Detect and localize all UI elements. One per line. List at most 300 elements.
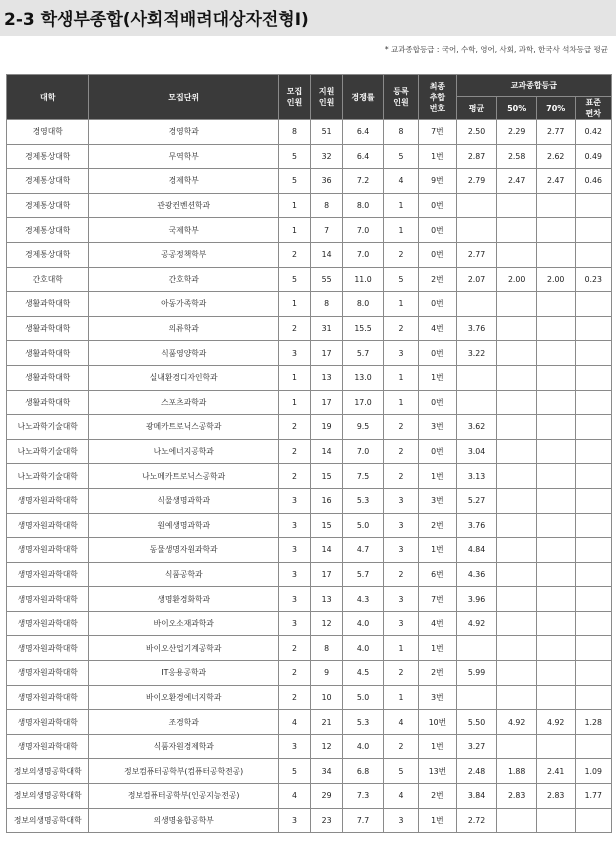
- cell-avg: 3.62: [456, 415, 497, 440]
- cell-registered: 3: [383, 587, 418, 612]
- cell-std: [575, 685, 612, 710]
- cell-p70: [536, 341, 575, 366]
- cell-department: 원예생명과학과: [89, 513, 279, 538]
- cell-registered: 3: [383, 808, 418, 833]
- cell-competition: 4.5: [343, 661, 384, 686]
- cell-avg: 2.72: [456, 808, 497, 833]
- table-row: [7, 316, 612, 341]
- cell-university: 생명자원과학대학: [7, 685, 89, 710]
- cell-avg: 3.96: [456, 587, 497, 612]
- cell-department: 의생명융합공학부: [89, 808, 279, 833]
- cell-competition: 13.0: [343, 365, 384, 390]
- cell-p50: [497, 193, 537, 218]
- cell-std: [575, 193, 612, 218]
- header-department: 모집단위: [89, 75, 279, 120]
- cell-registered: 1: [383, 365, 418, 390]
- cell-university: 생명자원과학대학: [7, 611, 89, 636]
- cell-avg: 3.13: [456, 464, 497, 489]
- cell-std: [575, 661, 612, 686]
- cell-p50: 2.47: [497, 169, 537, 194]
- cell-avg: 2.07: [456, 267, 497, 292]
- table-row: [7, 193, 612, 218]
- cell-std: [575, 242, 612, 267]
- cell-department: 바이오소재과학과: [89, 611, 279, 636]
- cell-p50: [497, 316, 537, 341]
- cell-std: 0.42: [575, 120, 612, 145]
- cell-std: [575, 513, 612, 538]
- cell-std: 0.23: [575, 267, 612, 292]
- cell-competition: 5.3: [343, 710, 384, 735]
- cell-quota: 1: [278, 218, 310, 243]
- cell-avg: 3.27: [456, 734, 497, 759]
- cell-registered: 8: [383, 120, 418, 145]
- table-row: [7, 759, 612, 784]
- cell-final-round: 0번: [419, 242, 456, 267]
- cell-avg: 5.99: [456, 661, 497, 686]
- cell-final-round: 10번: [419, 710, 456, 735]
- cell-p70: 2.62: [536, 144, 575, 169]
- cell-final-round: 3번: [419, 488, 456, 513]
- cell-final-round: 1번: [419, 538, 456, 563]
- cell-p50: [497, 734, 537, 759]
- cell-final-round: 13번: [419, 759, 456, 784]
- cell-avg: 2.48: [456, 759, 497, 784]
- cell-registered: 1: [383, 292, 418, 317]
- cell-competition: 15.5: [343, 316, 384, 341]
- cell-p70: [536, 808, 575, 833]
- cell-competition: 5.7: [343, 341, 384, 366]
- cell-final-round: 4번: [419, 611, 456, 636]
- cell-university: 경제통상대학: [7, 193, 89, 218]
- cell-p70: [536, 661, 575, 686]
- cell-department: 식물생명과학과: [89, 488, 279, 513]
- cell-competition: 4.7: [343, 538, 384, 563]
- cell-university: 간호대학: [7, 267, 89, 292]
- cell-final-round: 2번: [419, 513, 456, 538]
- cell-std: [575, 365, 612, 390]
- cell-quota: 3: [278, 538, 310, 563]
- cell-competition: 6.8: [343, 759, 384, 784]
- cell-quota: 3: [278, 341, 310, 366]
- cell-avg: 5.50: [456, 710, 497, 735]
- cell-applicants: 55: [311, 267, 343, 292]
- cell-quota: 2: [278, 464, 310, 489]
- cell-registered: 2: [383, 316, 418, 341]
- cell-p70: [536, 193, 575, 218]
- cell-registered: 1: [383, 390, 418, 415]
- cell-p70: [536, 464, 575, 489]
- cell-final-round: 6번: [419, 562, 456, 587]
- cell-university: 경제통상대학: [7, 169, 89, 194]
- cell-university: 생명자원과학대학: [7, 562, 89, 587]
- cell-std: [575, 808, 612, 833]
- cell-competition: 8.0: [343, 292, 384, 317]
- cell-competition: 8.0: [343, 193, 384, 218]
- cell-quota: 3: [278, 808, 310, 833]
- table-row: [7, 513, 612, 538]
- cell-quota: 2: [278, 316, 310, 341]
- cell-p70: [536, 242, 575, 267]
- cell-applicants: 15: [311, 513, 343, 538]
- cell-std: [575, 292, 612, 317]
- cell-department: 식품영양학과: [89, 341, 279, 366]
- cell-avg: 4.36: [456, 562, 497, 587]
- cell-registered: 3: [383, 538, 418, 563]
- cell-department: 바이오환경에너지학과: [89, 685, 279, 710]
- cell-university: 경제통상대학: [7, 218, 89, 243]
- cell-university: 정보의생명공학대학: [7, 784, 89, 809]
- table-row: [7, 488, 612, 513]
- cell-quota: 1: [278, 193, 310, 218]
- header-university: 대학: [7, 75, 89, 120]
- cell-registered: 2: [383, 562, 418, 587]
- table-row: [7, 464, 612, 489]
- cell-std: [575, 538, 612, 563]
- cell-p50: [497, 611, 537, 636]
- cell-registered: 1: [383, 218, 418, 243]
- cell-p70: 4.92: [536, 710, 575, 735]
- cell-final-round: 3번: [419, 415, 456, 440]
- cell-competition: 4.0: [343, 734, 384, 759]
- table-row: [7, 218, 612, 243]
- cell-std: [575, 587, 612, 612]
- cell-avg: 2.79: [456, 169, 497, 194]
- cell-avg: 2.50: [456, 120, 497, 145]
- table-row: [7, 144, 612, 169]
- cell-p70: 2.77: [536, 120, 575, 145]
- cell-applicants: 13: [311, 365, 343, 390]
- cell-registered: 1: [383, 636, 418, 661]
- cell-university: 나노과학기술대학: [7, 439, 89, 464]
- cell-quota: 3: [278, 611, 310, 636]
- table-row: [7, 562, 612, 587]
- table-row: [7, 784, 612, 809]
- cell-quota: 3: [278, 488, 310, 513]
- cell-registered: 2: [383, 242, 418, 267]
- cell-avg: [456, 365, 497, 390]
- cell-quota: 1: [278, 390, 310, 415]
- table-row: [7, 439, 612, 464]
- table-row: [7, 415, 612, 440]
- cell-quota: 5: [278, 759, 310, 784]
- cell-department: 스포츠과학과: [89, 390, 279, 415]
- cell-applicants: 12: [311, 734, 343, 759]
- cell-p70: [536, 488, 575, 513]
- cell-quota: 5: [278, 169, 310, 194]
- cell-university: 생활과학대학: [7, 390, 89, 415]
- cell-competition: 5.3: [343, 488, 384, 513]
- cell-final-round: 1번: [419, 365, 456, 390]
- cell-applicants: 34: [311, 759, 343, 784]
- cell-std: [575, 316, 612, 341]
- cell-quota: 5: [278, 144, 310, 169]
- cell-department: 무역학부: [89, 144, 279, 169]
- table-row: [7, 242, 612, 267]
- cell-department: 아동가족학과: [89, 292, 279, 317]
- cell-std: [575, 611, 612, 636]
- cell-competition: 7.0: [343, 242, 384, 267]
- cell-p50: 2.29: [497, 120, 537, 145]
- header-p50: 50%: [497, 97, 537, 120]
- table-row: [7, 267, 612, 292]
- cell-p70: [536, 316, 575, 341]
- table-row: [7, 341, 612, 366]
- cell-p50: [497, 587, 537, 612]
- cell-department: IT응용공학과: [89, 661, 279, 686]
- cell-quota: 2: [278, 439, 310, 464]
- cell-applicants: 8: [311, 636, 343, 661]
- cell-applicants: 23: [311, 808, 343, 833]
- cell-avg: 4.92: [456, 611, 497, 636]
- cell-final-round: 1번: [419, 636, 456, 661]
- table-body: [7, 120, 612, 833]
- cell-p70: [536, 611, 575, 636]
- cell-competition: 5.0: [343, 513, 384, 538]
- cell-university: 생명자원과학대학: [7, 661, 89, 686]
- cell-applicants: 8: [311, 292, 343, 317]
- cell-applicants: 13: [311, 587, 343, 612]
- cell-p70: [536, 636, 575, 661]
- cell-std: 0.46: [575, 169, 612, 194]
- cell-final-round: 0번: [419, 292, 456, 317]
- cell-department: 간호학과: [89, 267, 279, 292]
- cell-registered: 3: [383, 488, 418, 513]
- cell-final-round: 0번: [419, 390, 456, 415]
- cell-p50: [497, 488, 537, 513]
- cell-final-round: 1번: [419, 734, 456, 759]
- cell-final-round: 2번: [419, 661, 456, 686]
- cell-applicants: 8: [311, 193, 343, 218]
- cell-p50: [497, 439, 537, 464]
- cell-avg: [456, 218, 497, 243]
- cell-p50: 2.58: [497, 144, 537, 169]
- cell-p50: 1.88: [497, 759, 537, 784]
- cell-registered: 4: [383, 169, 418, 194]
- cell-p50: [497, 636, 537, 661]
- cell-std: [575, 562, 612, 587]
- cell-competition: 17.0: [343, 390, 384, 415]
- table-row: [7, 292, 612, 317]
- header-applicants: 지원 인원: [311, 75, 343, 120]
- table-row: [7, 734, 612, 759]
- cell-competition: 7.0: [343, 439, 384, 464]
- cell-competition: 6.4: [343, 144, 384, 169]
- cell-applicants: 10: [311, 685, 343, 710]
- cell-registered: 3: [383, 341, 418, 366]
- cell-std: [575, 464, 612, 489]
- cell-p50: [497, 464, 537, 489]
- cell-university: 생활과학대학: [7, 365, 89, 390]
- cell-quota: 4: [278, 784, 310, 809]
- cell-department: 조경학과: [89, 710, 279, 735]
- cell-department: 광메카트로닉스공학과: [89, 415, 279, 440]
- cell-registered: 2: [383, 464, 418, 489]
- cell-final-round: 1번: [419, 144, 456, 169]
- cell-department: 나노메카트로닉스공학과: [89, 464, 279, 489]
- cell-registered: 3: [383, 513, 418, 538]
- cell-p70: [536, 587, 575, 612]
- cell-applicants: 17: [311, 341, 343, 366]
- cell-university: 생명자원과학대학: [7, 488, 89, 513]
- cell-competition: 5.0: [343, 685, 384, 710]
- cell-university: 생활과학대학: [7, 292, 89, 317]
- cell-registered: 5: [383, 144, 418, 169]
- cell-avg: [456, 292, 497, 317]
- cell-department: 실내환경디자인학과: [89, 365, 279, 390]
- cell-registered: 3: [383, 611, 418, 636]
- cell-p50: [497, 538, 537, 563]
- cell-p50: [497, 562, 537, 587]
- cell-university: 나노과학기술대학: [7, 415, 89, 440]
- cell-quota: 3: [278, 587, 310, 612]
- cell-university: 정보의생명공학대학: [7, 808, 89, 833]
- cell-registered: 2: [383, 439, 418, 464]
- cell-p70: [536, 415, 575, 440]
- cell-final-round: 7번: [419, 120, 456, 145]
- cell-department: 동물생명자원과학과: [89, 538, 279, 563]
- cell-p50: [497, 365, 537, 390]
- cell-quota: 2: [278, 685, 310, 710]
- cell-p70: 2.41: [536, 759, 575, 784]
- cell-avg: 4.84: [456, 538, 497, 563]
- cell-avg: 2.87: [456, 144, 497, 169]
- cell-p50: [497, 242, 537, 267]
- cell-department: 의류학과: [89, 316, 279, 341]
- cell-avg: [456, 685, 497, 710]
- cell-competition: 6.4: [343, 120, 384, 145]
- cell-p50: 2.00: [497, 267, 537, 292]
- table-row: [7, 808, 612, 833]
- cell-final-round: 1번: [419, 808, 456, 833]
- table-row: [7, 636, 612, 661]
- cell-applicants: 32: [311, 144, 343, 169]
- cell-applicants: 29: [311, 784, 343, 809]
- cell-university: 생명자원과학대학: [7, 636, 89, 661]
- cell-final-round: 9번: [419, 169, 456, 194]
- cell-university: 나노과학기술대학: [7, 464, 89, 489]
- cell-university: 생명자원과학대학: [7, 538, 89, 563]
- header-p70: 70%: [536, 97, 575, 120]
- cell-applicants: 31: [311, 316, 343, 341]
- table-row: [7, 120, 612, 145]
- cell-quota: 2: [278, 415, 310, 440]
- cell-university: 정보의생명공학대학: [7, 759, 89, 784]
- header-std: 표준 편차: [575, 97, 612, 120]
- page-title: 2-3 학생부종합(사회적배려대상자전형Ⅰ): [4, 10, 309, 30]
- cell-p50: 4.92: [497, 710, 537, 735]
- table-row: [7, 538, 612, 563]
- cell-university: 생명자원과학대학: [7, 734, 89, 759]
- cell-p50: [497, 415, 537, 440]
- cell-quota: 3: [278, 513, 310, 538]
- cell-p70: [536, 365, 575, 390]
- header-registered: 등록 인원: [383, 75, 418, 120]
- cell-competition: 9.5: [343, 415, 384, 440]
- cell-department: 경제학부: [89, 169, 279, 194]
- cell-avg: 3.22: [456, 341, 497, 366]
- cell-registered: 2: [383, 415, 418, 440]
- cell-university: 생명자원과학대학: [7, 587, 89, 612]
- cell-university: 경영대학: [7, 120, 89, 145]
- cell-competition: 4.0: [343, 636, 384, 661]
- cell-department: 바이오산업기계공학과: [89, 636, 279, 661]
- cell-competition: 7.2: [343, 169, 384, 194]
- cell-std: 0.49: [575, 144, 612, 169]
- cell-applicants: 9: [311, 661, 343, 686]
- cell-std: 1.28: [575, 710, 612, 735]
- cell-department: 식품자원경제학과: [89, 734, 279, 759]
- cell-final-round: 0번: [419, 439, 456, 464]
- cell-department: 관광컨벤션학과: [89, 193, 279, 218]
- cell-quota: 2: [278, 242, 310, 267]
- cell-avg: 3.76: [456, 513, 497, 538]
- cell-final-round: 4번: [419, 316, 456, 341]
- cell-p50: [497, 341, 537, 366]
- cell-applicants: 51: [311, 120, 343, 145]
- cell-std: 1.77: [575, 784, 612, 809]
- cell-quota: 1: [278, 292, 310, 317]
- cell-competition: 7.7: [343, 808, 384, 833]
- cell-department: 식품공학과: [89, 562, 279, 587]
- header-final-round: 최종 추합 번호: [419, 75, 456, 120]
- cell-p70: [536, 562, 575, 587]
- table-row: [7, 685, 612, 710]
- cell-applicants: 15: [311, 464, 343, 489]
- cell-p50: [497, 808, 537, 833]
- cell-p50: 2.83: [497, 784, 537, 809]
- cell-final-round: 3번: [419, 685, 456, 710]
- grade-note: * 교과종합등급 : 국어, 수학, 영어, 사회, 과학, 한국사 석차등급 평균: [384, 45, 608, 54]
- cell-p70: 2.47: [536, 169, 575, 194]
- cell-p70: 2.83: [536, 784, 575, 809]
- cell-std: [575, 439, 612, 464]
- header-grade-group: 교과종합등급: [456, 75, 611, 97]
- cell-competition: 7.5: [343, 464, 384, 489]
- cell-registered: 1: [383, 193, 418, 218]
- cell-final-round: 0번: [419, 218, 456, 243]
- cell-applicants: 16: [311, 488, 343, 513]
- cell-department: 경영학과: [89, 120, 279, 145]
- cell-p50: [497, 685, 537, 710]
- cell-university: 생활과학대학: [7, 316, 89, 341]
- table-row: [7, 611, 612, 636]
- cell-avg: 2.77: [456, 242, 497, 267]
- cell-final-round: 2번: [419, 267, 456, 292]
- cell-avg: [456, 193, 497, 218]
- cell-p50: [497, 292, 537, 317]
- cell-p70: 2.00: [536, 267, 575, 292]
- cell-university: 경제통상대학: [7, 242, 89, 267]
- cell-applicants: 21: [311, 710, 343, 735]
- cell-avg: 3.76: [456, 316, 497, 341]
- cell-final-round: 2번: [419, 784, 456, 809]
- cell-quota: 8: [278, 120, 310, 145]
- cell-quota: 1: [278, 365, 310, 390]
- cell-applicants: 19: [311, 415, 343, 440]
- cell-department: 공공정책학부: [89, 242, 279, 267]
- cell-university: 생활과학대학: [7, 341, 89, 366]
- header-competition: 경쟁률: [343, 75, 384, 120]
- cell-registered: 5: [383, 267, 418, 292]
- cell-std: [575, 218, 612, 243]
- cell-competition: 4.0: [343, 611, 384, 636]
- cell-std: [575, 636, 612, 661]
- cell-competition: 5.7: [343, 562, 384, 587]
- cell-quota: 5: [278, 267, 310, 292]
- table-row: [7, 661, 612, 686]
- cell-quota: 4: [278, 710, 310, 735]
- cell-applicants: 14: [311, 242, 343, 267]
